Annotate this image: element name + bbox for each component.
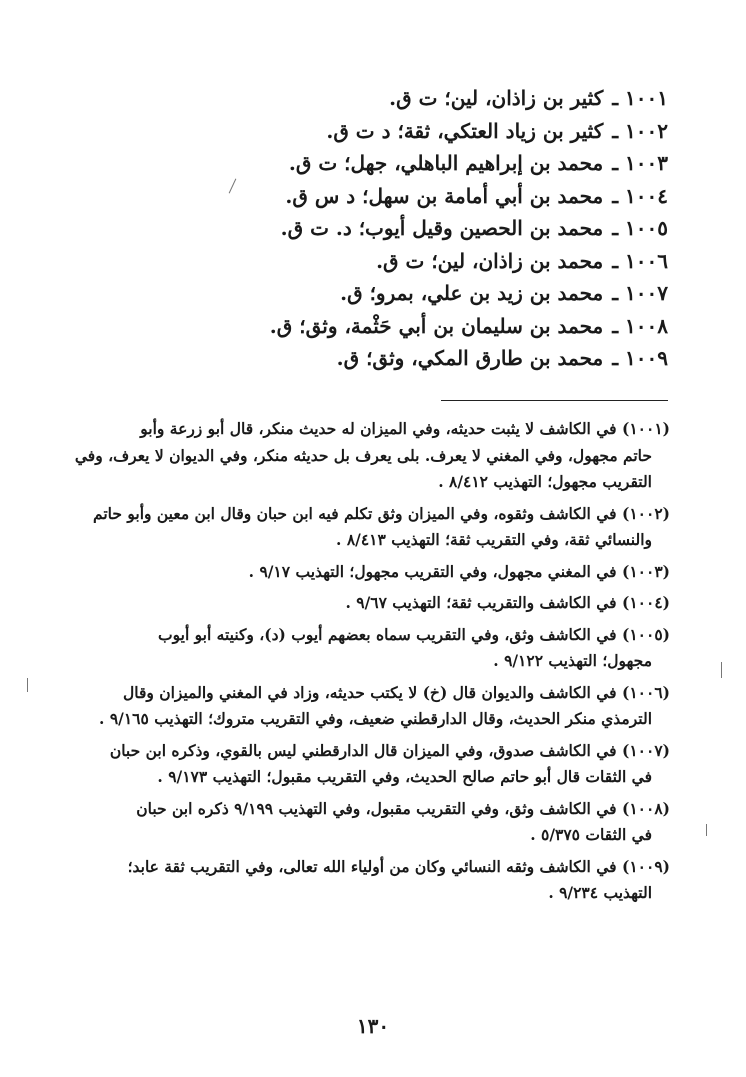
entry-text: محمد بن زاذان، لين؛ ت ق.: [376, 248, 604, 273]
entry-text: كثير بن زياد العتكي، ثقة؛ د ت ق.: [326, 118, 604, 143]
footnote-number: (١٠٠٨): [622, 798, 670, 818]
entry: [68, 115, 668, 148]
entry-number: ١٠٠٦ ـ: [612, 248, 668, 273]
footnote-number: (١٠٠٧): [622, 740, 670, 760]
footnote-number: (١٠٠٣): [622, 561, 670, 581]
entry-text: محمد بن إبراهيم الباهلي، جهل؛ ت ق.: [288, 151, 604, 175]
footnote-continuation: في الثقات قال أبو حاتم صالح الحديث، وفي التقريب مقبول؛ التهذيب ٩/١٧٣ .: [157, 767, 652, 786]
footnote-continuation: والنسائي ثقة، وفي التقريب ثقة؛ التهذيب ٨/٤١٣ .: [336, 530, 652, 549]
footnote-text: في الكاشف وثق، وفي التقريب مقبول، وفي التهذيب ٩/١٩٩ ذكره ابن حبان: [136, 798, 617, 818]
entry: [68, 82, 668, 115]
entry: [68, 212, 668, 245]
entry: [68, 245, 668, 278]
entry-number: ١٠٠٣ ـ: [612, 151, 668, 175]
entry-number: ١٠٠٢ ـ: [612, 118, 668, 143]
footnote-continuation: التهذيب ٩/٢٣٤ .: [548, 883, 652, 902]
entry-number: ١٠٠٩ ـ: [612, 346, 668, 370]
footnote-text: في الكاشف وثق، وفي التقريب سماه بعضهم أيوب (د)، وكنيته أبو أيوب: [158, 624, 617, 644]
entry-number: ١٠٠١ ـ: [612, 86, 668, 110]
entry: [68, 180, 668, 213]
footnote-number: (١٠٠١): [622, 419, 670, 438]
footnote: [70, 622, 670, 675]
entry-text: محمد بن زيد بن علي، بمرو؛ ق.: [340, 281, 604, 305]
footnote-text: في الكاشف والتقريب ثقة؛ التهذيب ٩/٦٧ .: [345, 593, 617, 612]
entry: [68, 342, 668, 375]
footnotes: [70, 416, 670, 912]
footnote-text: في الكاشف وثقوه، وفي الميزان وثق تكلم فيه ابن حبان وقال ابن معين وأبو حاتم: [93, 503, 617, 523]
footnote-number: (١٠٠٢): [622, 503, 670, 523]
footnote-continuation: مجهول؛ التهذيب ٩/١٢٢ .: [493, 651, 652, 670]
footnote-number: (١٠٠٦): [622, 682, 670, 702]
footnote-divider: [441, 400, 668, 401]
footnote-number: (١٠٠٤): [622, 593, 670, 612]
entry-text: كثير بن زاذان، لين؛ ت ق.: [389, 86, 604, 110]
entry-text: محمد بن سليمان بن أبي حَثْمة، وثق؛ ق.: [269, 313, 604, 338]
footnote-text: في الكاشف لا يثبت حديثه، وفي الميزان له حديث منكر، قال أبو زرعة وأبو: [140, 419, 617, 438]
footnote-number: (١٠٠٥): [622, 624, 670, 644]
footnote-text: في المغني مجهول، وفي التقريب مجهول؛ التهذيب ٩/١٧ .: [248, 561, 617, 581]
entry: [68, 277, 668, 310]
footnote-number: (١٠٠٩): [622, 856, 670, 876]
footnote-text: في الكاشف صدوق، وفي الميزان قال الدارقطني ليس بالقوي، وذكره ابن حبان: [109, 740, 617, 760]
footnote-text: في الكاشف والديوان قال (خ) لا يكتب حديثه، وزاد في المغني والميزان وقال: [122, 682, 617, 702]
footnote: [70, 416, 670, 496]
footnote-continuation: حاتم مجهول، وفي المغني لا يعرف. بلى يعرف بل حديثه منكر، وفي الديوان لا يعرف، وفي التقريب مجهول؛ التهذيب ٨/٤١٢ .: [74, 445, 652, 491]
entry-text: محمد بن أبي أمامة بن سهل؛ د س ق.: [285, 183, 604, 208]
entry: [68, 147, 668, 180]
footnote-continuation: الترمذي منكر الحديث، وقال الدارقطني ضعيف، وفي التقريب متروك؛ التهذيب ٩/١٦٥ .: [99, 709, 652, 728]
footnote: [70, 680, 670, 733]
scan-mark: [721, 662, 722, 678]
scan-mark: [27, 678, 28, 692]
entry: [68, 310, 668, 343]
footnote: [70, 590, 670, 617]
footnote: [70, 738, 670, 791]
page-number: ١٣٠: [356, 1014, 390, 1038]
scan-mark: [706, 824, 707, 836]
footnote-text: في الكاشف وثقه النسائي وكان من أولياء الله تعالى، وفي التقريب ثقة عابد؛: [127, 856, 617, 876]
entry-number: ١٠٠٨ ـ: [612, 313, 668, 338]
entry-number: ١٠٠٥ ـ: [612, 216, 668, 240]
footnote: [70, 501, 670, 554]
footnote-continuation: في الثقات ٥/٣٧٥ .: [530, 825, 652, 844]
narrator-entries: [68, 82, 668, 375]
entry-text: محمد بن الحصين وقيل أيوب؛ د. ت ق.: [280, 216, 604, 240]
footnote: [70, 796, 670, 849]
footnote: [70, 854, 670, 907]
entry-text: محمد بن طارق المكي، وثق؛ ق.: [336, 346, 604, 370]
footnote: [70, 559, 670, 586]
entry-number: ١٠٠٤ ـ: [612, 183, 668, 208]
entry-number: ١٠٠٧ ـ: [612, 281, 668, 305]
